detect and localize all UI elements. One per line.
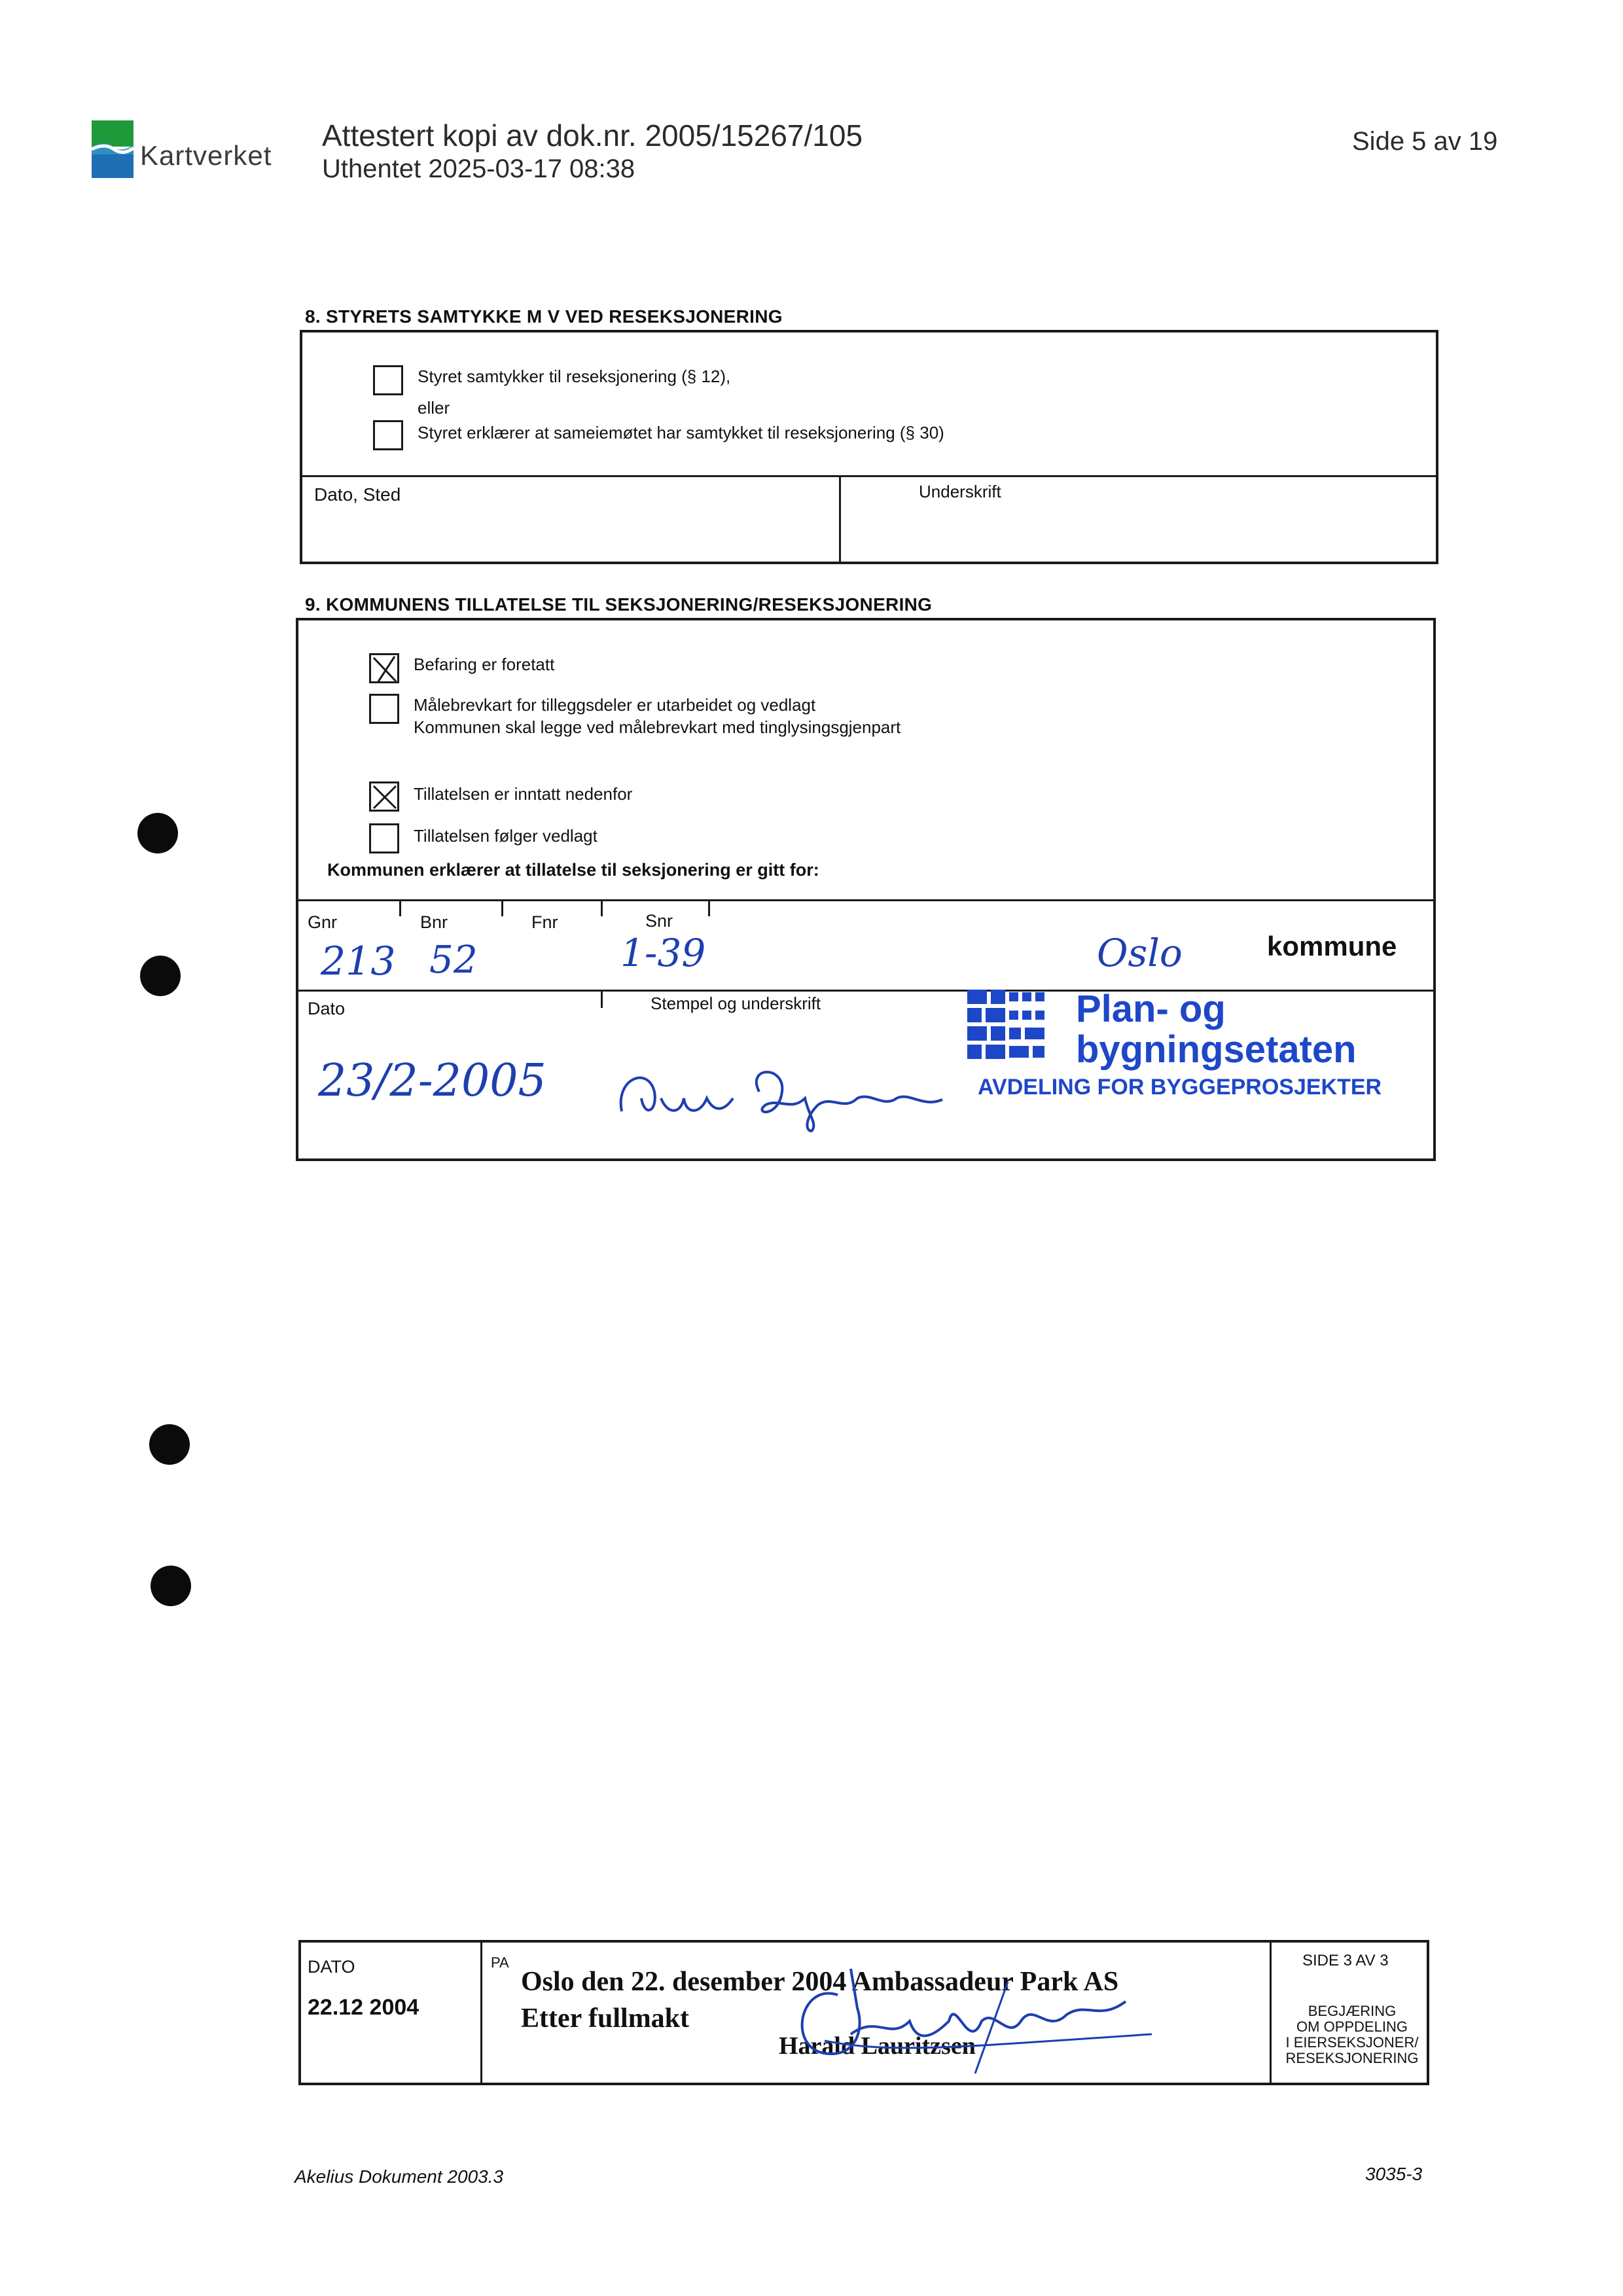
signature-footer-box xyxy=(298,1940,1429,2085)
bnr-label: Bnr xyxy=(420,912,448,932)
pa-label: PA xyxy=(491,1954,509,1971)
checkbox-sameiemotet[interactable] xyxy=(373,420,403,450)
stamp-signature-label: Stempel og underskrift xyxy=(651,994,821,1013)
side-label: SIDE 3 AV 3 xyxy=(1302,1952,1389,1969)
gnr-value: 213 xyxy=(321,939,396,984)
snr-value: 1-39 xyxy=(620,931,706,975)
divider xyxy=(480,1943,482,2083)
section-8-title: 8. STYRETS SAMTYKKE M V VED RESEKSJONERING xyxy=(305,306,783,327)
divider xyxy=(601,899,603,916)
divider xyxy=(298,899,1433,901)
logo-text: Kartverket xyxy=(140,140,272,171)
checkbox-styret-samtykker[interactable] xyxy=(373,365,403,395)
kartverket-logo-icon xyxy=(92,120,134,178)
date-place-label: Dato, Sted xyxy=(314,484,401,505)
signature-line-1: Oslo den 22. desember 2004 Ambassadeur Park AS xyxy=(521,1967,1119,1997)
item-tillatelse-inntatt: Tillatelsen er inntatt nedenfor xyxy=(414,784,633,804)
divider xyxy=(1270,1943,1272,2083)
doc-type-2: OM OPPDELING xyxy=(1296,2018,1408,2035)
divider xyxy=(601,990,603,1008)
punch-hole xyxy=(140,956,181,996)
divider xyxy=(501,899,503,916)
item-tillatelse-vedlagt: Tillatelsen følger vedlagt xyxy=(414,826,597,846)
option-styret-samtykker: Styret samtykker til reseksjonering (§ 12), xyxy=(418,367,731,386)
kommune-name: Oslo xyxy=(1097,931,1183,975)
stamp-line-1: Plan- og xyxy=(1076,988,1226,1030)
checkbox-befaring[interactable] xyxy=(369,653,399,683)
option-sameiemotet: Styret erklærer at sameiemøtet har samtykket til reseksjonering (§ 30) xyxy=(418,423,944,442)
note-tinglysing: Kommunen skal legge ved målebrevkart med tinglysingsgjenpart xyxy=(414,717,901,737)
item-malebrevkart: Målebrevkart for tilleggsdeler er utarbeidet og vedlagt xyxy=(414,695,816,715)
divider xyxy=(399,899,401,916)
or-text: eller xyxy=(418,398,450,418)
footer-document-id: Akelius Dokument 2003.3 xyxy=(294,2166,504,2187)
footer-form-number: 3035-3 xyxy=(1365,2164,1423,2184)
declaration-text: Kommunen erklærer at tillatelse til seksjonering er gitt for: xyxy=(327,860,819,880)
divider xyxy=(298,990,1433,992)
gnr-label: Gnr xyxy=(308,912,338,932)
handwritten-signature xyxy=(759,1956,1165,2083)
document-title: Attestert kopi av dok.nr. 2005/15267/105 xyxy=(322,118,863,152)
checkbox-malebrevkart[interactable] xyxy=(369,694,399,724)
section-9-title: 9. KOMMUNENS TILLATELSE TIL SEKSJONERING/RESEKSJONERING xyxy=(305,594,933,615)
punch-hole xyxy=(137,813,178,853)
section-9-box xyxy=(296,618,1436,1161)
stamp-line-3: AVDELING FOR BYGGEPROSJEKTER xyxy=(978,1075,1382,1100)
snr-label: Snr xyxy=(645,911,673,931)
retrieved-timestamp: Uthentet 2025-03-17 08:38 xyxy=(322,154,635,183)
kommune-label: kommune xyxy=(1267,931,1397,961)
checkbox-tillatelse-inntatt[interactable] xyxy=(369,781,399,812)
divider xyxy=(839,475,841,562)
divider xyxy=(708,899,710,916)
punch-hole xyxy=(149,1424,190,1465)
date-label: Dato xyxy=(308,999,346,1018)
date-value: 23/2-2005 xyxy=(318,1055,546,1107)
stamp-line-2: bygningsetaten xyxy=(1076,1028,1357,1071)
municipality-signature xyxy=(609,1052,949,1141)
signature-line-2: Etter fullmakt xyxy=(521,2003,690,2034)
section-8-box xyxy=(300,330,1438,564)
doc-type-3: I EIERSEKSJONER/ xyxy=(1285,2034,1419,2051)
item-befaring: Befaring er foretatt xyxy=(414,655,555,674)
checkbox-tillatelse-vedlagt[interactable] xyxy=(369,823,399,853)
fnr-label: Fnr xyxy=(531,912,558,932)
bnr-value: 52 xyxy=(429,937,478,982)
dato-label: DATO xyxy=(308,1957,355,1977)
divider xyxy=(302,475,1436,477)
doc-type-1: BEGJÆRING xyxy=(1308,2003,1397,2019)
dato-value: 22.12 2004 xyxy=(308,1995,419,2020)
signature-label: Underskrift xyxy=(919,482,1001,501)
signer-name: Harald Lauritzsen xyxy=(779,2032,976,2060)
doc-type-4: RESEKSJONERING xyxy=(1285,2050,1419,2066)
punch-hole xyxy=(151,1566,191,1606)
page-indicator: Side 5 av 19 xyxy=(1352,127,1498,156)
stamp-logo-icon xyxy=(965,987,1056,1069)
